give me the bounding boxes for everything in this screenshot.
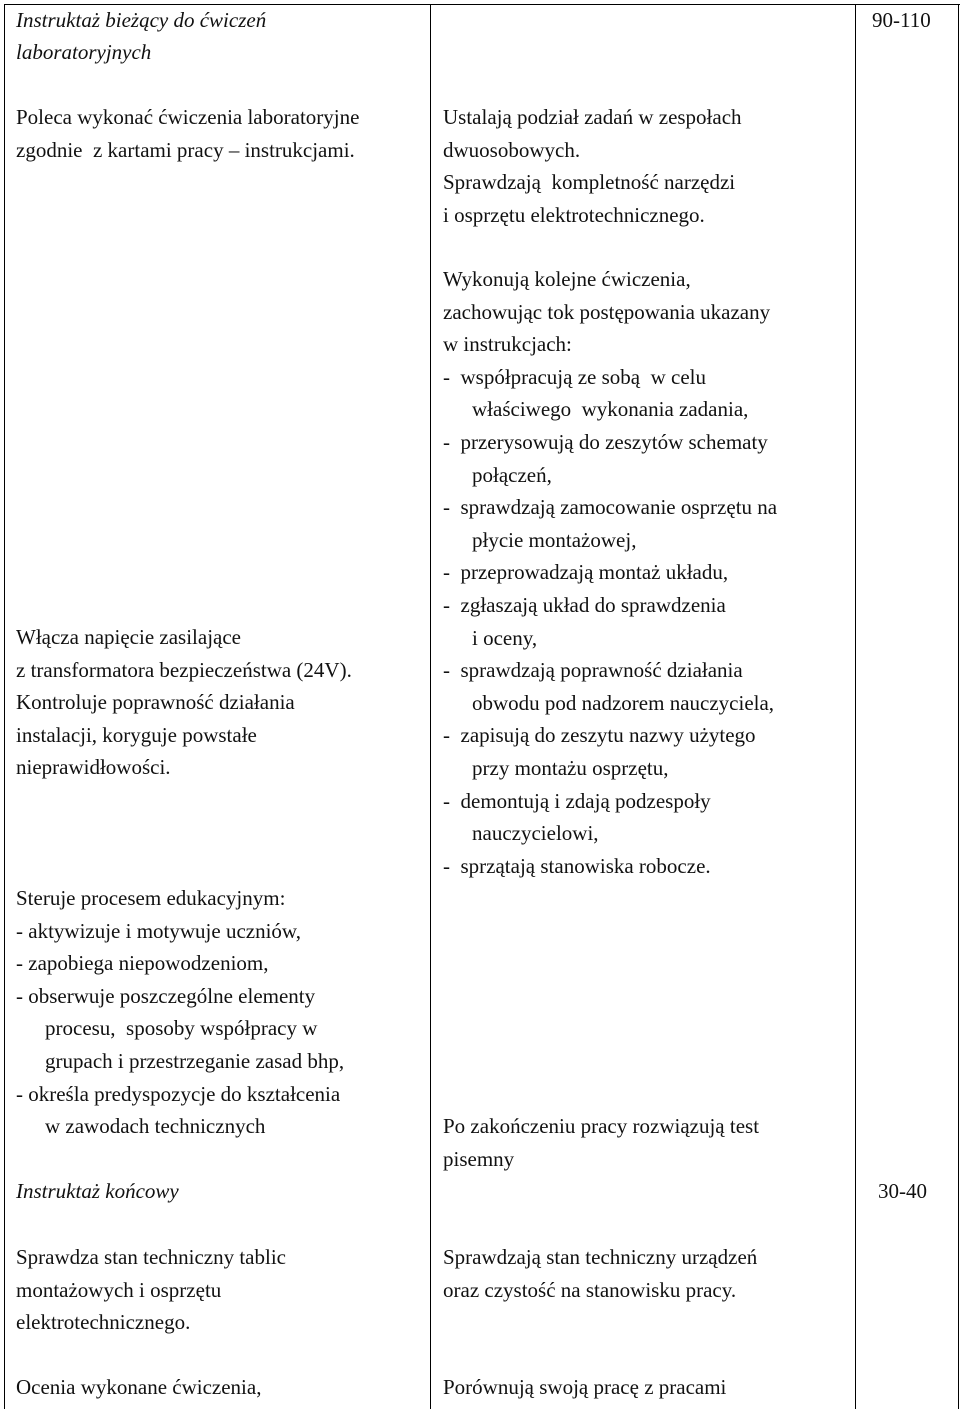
list-item: - zapisują do zeszytu nazwy użytego (443, 723, 756, 748)
column-divider-1 (430, 4, 431, 1409)
list-item-cont: obwodu pod nadzorem nauczyciela, (472, 690, 775, 715)
students-check-paragraph (443, 1241, 757, 1306)
text-line: zgodnie z kartami pracy – instrukcjami. (16, 137, 355, 162)
text-line: Ustalają podział zadań w zespołach (443, 105, 742, 129)
teacher-evaluate-text: Ocenia wykonane ćwiczenia, (16, 1375, 262, 1399)
text-line: Po zakończeniu pracy rozwiązują test (443, 1114, 760, 1138)
list-item-cont: przy montażu osprzętu, (472, 755, 669, 780)
text-line: nieprawidłowości. (16, 755, 171, 780)
list-item: - sprawdzają zamocowanie osprzętu na (443, 495, 778, 520)
table-right-border (958, 4, 959, 1409)
list-item: - przeprowadzają montaż układu, (443, 560, 729, 585)
students-organize-paragraph (443, 101, 742, 231)
section-header-final-instruction: Instruktaż końcowy (16, 1179, 179, 1203)
list-item: - przerysowują do zeszytów schematy (443, 429, 768, 454)
text-line: i osprzętu elektrotechnicznego. (443, 202, 705, 227)
text-line: Poleca wykonać ćwiczenia laboratoryjne (16, 105, 360, 129)
text-line: Sprawdza stan techniczny tablic (16, 1245, 286, 1269)
section-header-current-instruction-cont: laboratoryjnych (16, 40, 152, 64)
students-test-paragraph (443, 1110, 759, 1175)
text-line: oraz czystość na stanowisku pracy. (443, 1277, 737, 1302)
list-item-cont: grupach i przestrzeganie zasad bhp, (45, 1048, 345, 1073)
text-line: Wykonują kolejne ćwiczenia, (443, 267, 691, 291)
text-line: w instrukcjach: (443, 332, 572, 357)
list-item: - zgłaszają układ do sprawdzenia (443, 592, 726, 617)
teacher-instruction-paragraph (16, 101, 359, 166)
list-item: - współpracują ze sobą w celu (443, 364, 706, 389)
text-line: elektrotechnicznego. (16, 1310, 191, 1335)
text-line: montażowych i osprzętu (16, 1277, 222, 1302)
list-item-cont: nauczycielowi, (472, 821, 599, 846)
list-item-cont: płycie montażowej, (472, 527, 637, 552)
column-divider-2 (855, 4, 856, 1409)
list-item: - określa predyspozycje do kształcenia (16, 1081, 341, 1106)
list-item: - demontują i zdają podzespoły (443, 788, 711, 813)
text-line: Sprawdzają kompletność narzędzi (443, 170, 736, 195)
list-title: Steruje procesem edukacyjnym: (16, 886, 286, 910)
list-item-cont: połączeń, (472, 462, 552, 487)
list-item: - aktywizuje i motywuje uczniów, (16, 918, 301, 943)
text-line: instalacji, koryguje powstałe (16, 722, 257, 747)
students-compare-text: Porównują swoją pracę z pracami (443, 1375, 727, 1399)
list-item-cont: procesu, sposoby współpracy w (45, 1016, 318, 1041)
list-item: - sprzątają stanowiska robocze. (443, 853, 711, 878)
list-item: - sprawdzają poprawność działania (443, 658, 743, 683)
table-left-border (4, 4, 5, 1409)
list-item: - obserwuje poszczególne elementy (16, 983, 316, 1008)
text-line: z transformatora bezpieczeństwa (24V). (16, 657, 352, 682)
students-exercise-list (443, 263, 777, 882)
list-item-cont: właściwego wykonania zadania, (472, 397, 749, 422)
time-value: 90-110 (872, 8, 931, 32)
teacher-power-paragraph (16, 621, 352, 784)
list-item-cont: w zawodach technicznych (45, 1114, 266, 1139)
section-header-current-instruction: Instruktaż bieżący do ćwiczeń (16, 8, 267, 32)
text-line: zachowując tok postępowania ukazany (443, 299, 771, 324)
time-value: 30-40 (878, 1179, 927, 1203)
teacher-check-paragraph (16, 1241, 286, 1339)
list-item-cont: i oceny, (472, 625, 538, 650)
text-line: pisemny (443, 1146, 515, 1171)
text-line: Włącza napięcie zasilające (16, 625, 241, 649)
teacher-steering-list (16, 882, 344, 1143)
text-line: Sprawdzają stan techniczny urządzeń (443, 1245, 758, 1269)
text-line: dwuosobowych. (443, 137, 581, 162)
list-item: - zapobiega niepowodzeniom, (16, 951, 269, 976)
text-line: Kontroluje poprawność działania (16, 690, 295, 715)
